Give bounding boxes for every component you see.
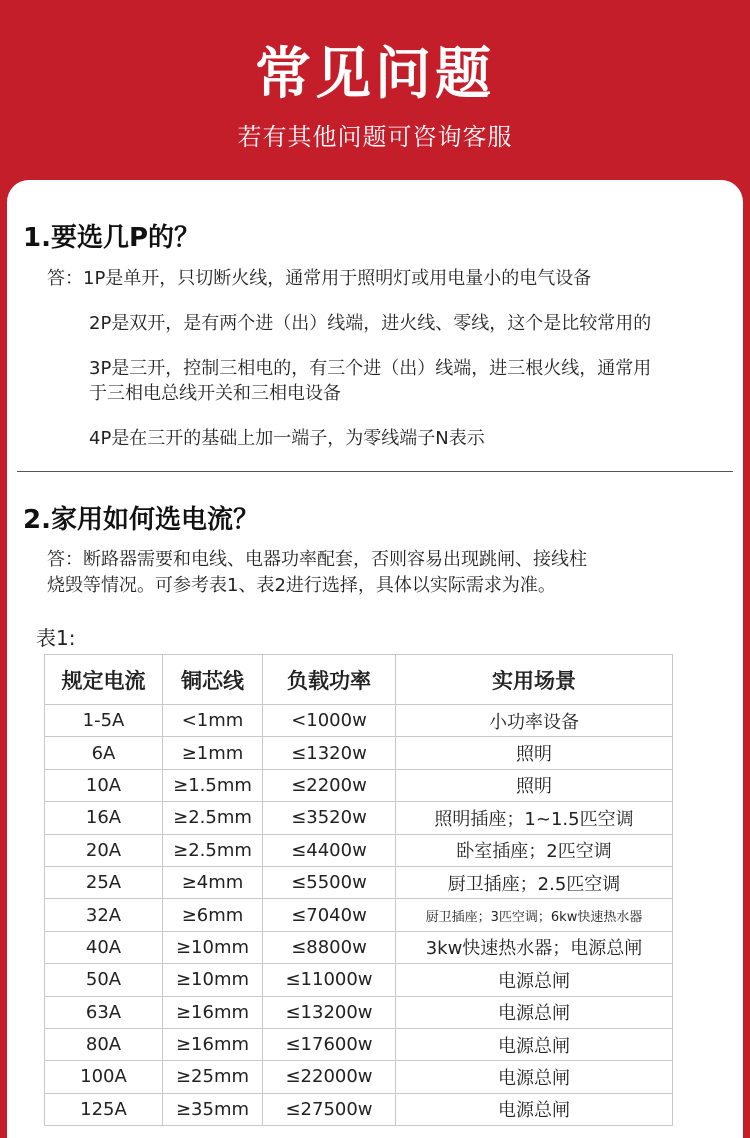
cell-current: 100A <box>45 1061 163 1093</box>
question-2-title: 2.家用如何选电流？ <box>23 505 259 535</box>
cell-power: ≤3520w <box>263 802 396 834</box>
cell-wire: ≥16mm <box>163 1028 263 1060</box>
cell-current: 16A <box>45 802 163 834</box>
cell-wire: ≥35mm <box>163 1093 263 1125</box>
cell-scenario: 电源总闸 <box>396 1028 673 1060</box>
cell-wire: <1mm <box>163 705 263 737</box>
table-row <box>45 996 673 1028</box>
page-title: 常见问题 <box>255 42 495 107</box>
header-rated-current: 规定电流 <box>45 655 163 705</box>
cell-wire: ≥10mm <box>163 964 263 996</box>
answer-2-line-2: 烧毁等情况。可参考表1、表2进行选择，具体以实际需求为准。 <box>47 575 556 596</box>
table-row <box>45 964 673 996</box>
cell-wire: ≥1mm <box>163 737 263 769</box>
table-row <box>45 899 673 931</box>
cell-power: ≤27500w <box>263 1093 396 1125</box>
question-1-title: 1.要选几P的？ <box>23 223 201 253</box>
table-row <box>45 931 673 963</box>
cell-scenario: 厨卫插座；3匹空调；6kw快速热水器 <box>396 899 673 931</box>
answer-1-paragraph-2: 2P是双开，是有两个进（出）线端，进火线、零线，这个是比较常用的 <box>89 313 652 334</box>
cell-power: ≤5500w <box>263 866 396 898</box>
cell-power: ≤13200w <box>263 996 396 1028</box>
cell-wire: ≥10mm <box>163 931 263 963</box>
cell-scenario: 电源总闸 <box>396 1061 673 1093</box>
table-row <box>45 737 673 769</box>
table-row <box>45 802 673 834</box>
table-row <box>45 1093 673 1125</box>
answer-1-paragraph-3-line-2: 于三相电总线开关和三相电设备 <box>89 383 341 404</box>
cell-scenario: 电源总闸 <box>396 964 673 996</box>
cell-scenario: 照明 <box>396 737 673 769</box>
page-subtitle: 若有其他问题可咨询客服 <box>237 123 513 151</box>
table-row <box>45 834 673 866</box>
section-divider <box>17 471 733 472</box>
table-row <box>45 1061 673 1093</box>
cell-current: 80A <box>45 1028 163 1060</box>
table-row <box>45 705 673 737</box>
cell-wire: ≥2.5mm <box>163 834 263 866</box>
cell-current: 1-5A <box>45 705 163 737</box>
cell-power: ≤7040w <box>263 899 396 931</box>
cell-scenario: 厨卫插座；2.5匹空调 <box>396 866 673 898</box>
cell-wire: ≥6mm <box>163 899 263 931</box>
cell-current: 63A <box>45 996 163 1028</box>
page-header <box>0 0 750 180</box>
cell-scenario: 3kw快速热水器；电源总闸 <box>396 931 673 963</box>
cell-power: ≤1320w <box>263 737 396 769</box>
cell-power: ≤2200w <box>263 769 396 801</box>
cell-current: 10A <box>45 769 163 801</box>
answer-1-paragraph-4: 4P是在三开的基础上加一端子，为零线端子N表示 <box>89 428 485 449</box>
cell-scenario: 小功率设备 <box>396 705 673 737</box>
cell-power: ≤17600w <box>263 1028 396 1060</box>
cell-current: 40A <box>45 931 163 963</box>
cell-power: ≤11000w <box>263 964 396 996</box>
cell-scenario: 照明 <box>396 769 673 801</box>
answer-1-paragraph-3-line-1: 3P是三开，控制三相电的，有三个进（出）线端，进三根火线，通常用 <box>89 358 652 379</box>
cell-power: ≤8800w <box>263 931 396 963</box>
answer-1-paragraph-1: 答：1P是单开，只切断火线，通常用于照明灯或用电量小的电气设备 <box>47 268 592 289</box>
table-row <box>45 769 673 801</box>
cell-wire: ≥16mm <box>163 996 263 1028</box>
cell-current: 32A <box>45 899 163 931</box>
faq-card <box>7 180 743 1138</box>
cell-wire: ≥2.5mm <box>163 802 263 834</box>
table-header-row <box>45 655 673 705</box>
cell-scenario: 电源总闸 <box>396 996 673 1028</box>
current-spec-table <box>44 654 673 1126</box>
table-label: 表1: <box>36 626 76 650</box>
header-copper-wire: 铜芯线 <box>163 655 263 705</box>
cell-current: 25A <box>45 866 163 898</box>
header-load-power: 负载功率 <box>263 655 396 705</box>
cell-current: 20A <box>45 834 163 866</box>
header-usage-scenario: 实用场景 <box>396 655 673 705</box>
cell-power: <1000w <box>263 705 396 737</box>
cell-current: 125A <box>45 1093 163 1125</box>
cell-scenario: 照明插座；1~1.5匹空调 <box>396 802 673 834</box>
cell-power: ≤4400w <box>263 834 396 866</box>
cell-wire: ≥1.5mm <box>163 769 263 801</box>
cell-scenario: 电源总闸 <box>396 1093 673 1125</box>
cell-current: 50A <box>45 964 163 996</box>
cell-wire: ≥4mm <box>163 866 263 898</box>
cell-power: ≤22000w <box>263 1061 396 1093</box>
table-row <box>45 1028 673 1060</box>
cell-wire: ≥25mm <box>163 1061 263 1093</box>
cell-scenario: 卧室插座；2匹空调 <box>396 834 673 866</box>
answer-2-line-1: 答：断路器需要和电线、电器功率配套，否则容易出现跳闸、接线柱 <box>47 549 587 570</box>
cell-current: 6A <box>45 737 163 769</box>
table-row <box>45 866 673 898</box>
